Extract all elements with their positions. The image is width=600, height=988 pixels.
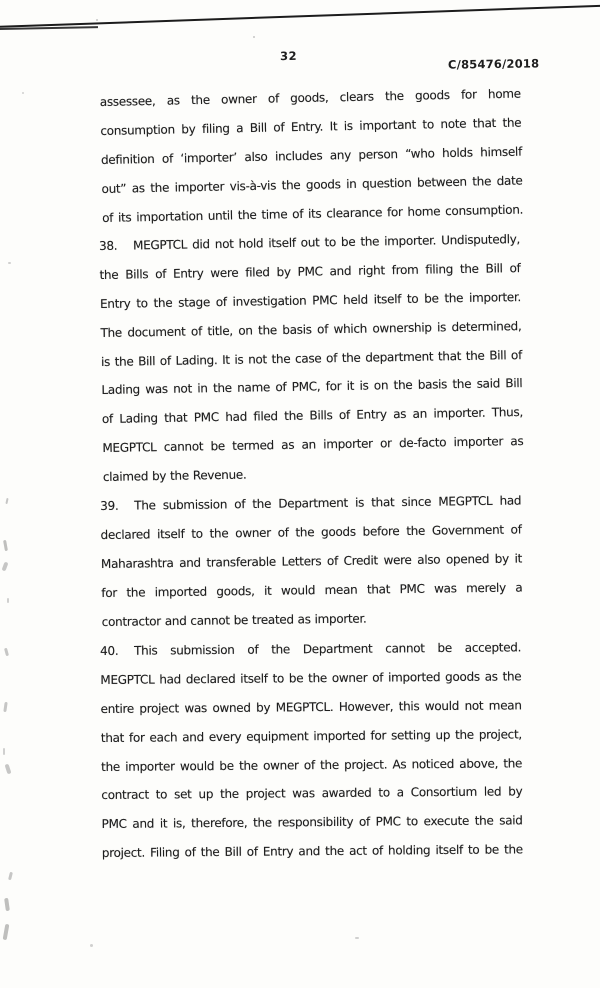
paragraph	[100, 633, 523, 868]
scan-smudge	[253, 36, 255, 38]
scan-smudge	[4, 898, 10, 911]
text-line: Lading was not in the name of PMC, for it is on the basis the said Bill	[101, 376, 523, 398]
text-line: claimed by the Revenue.	[102, 468, 247, 485]
scan-edge-line	[0, 4, 600, 27]
text-line: consumption by filing a Bill of Entry. It is important to note that the	[100, 115, 522, 138]
scan-smudge	[7, 598, 9, 603]
scan-smudge	[5, 498, 8, 504]
paragraph	[99, 225, 524, 492]
scan-smudge	[355, 937, 359, 939]
text-line: MEGPTCL cannot be termed as an importer or de-facto importer as	[102, 434, 524, 456]
text-line: assessee, as the owner of goods, clears the goods for home	[99, 86, 521, 110]
text-line: Maharashtra and transferable Letters of Credit were also opened by it	[100, 551, 523, 572]
text-line: PMC and it is, therefore, the responsibility of PMC to execute the said	[101, 813, 523, 832]
text-line: Entry to the stage of investigation PMC held itself to be the importer.	[99, 290, 522, 312]
paragraph-number: 40.	[100, 643, 119, 658]
text-line: that for each and every equipment imported for setting up the project,	[100, 726, 522, 745]
text-line: 40. This submission of the Department cannot be accepted.	[100, 633, 521, 666]
page-number: 32	[279, 48, 298, 64]
text-line: for the imported goods, it would mean that PMC was merely a	[101, 580, 523, 601]
scan-smudge	[4, 648, 9, 657]
text-line: 39. The submission of the Department is that since MEGPTCL had	[100, 487, 521, 521]
scan-smudge	[3, 748, 5, 755]
text-line: The document of title, on the basis of which ownership is determined,	[100, 319, 522, 341]
scan-smudge	[2, 562, 9, 572]
paragraph	[100, 487, 523, 637]
scan-smudge	[90, 944, 93, 947]
text-line: MEGPTCL had declared itself to be the owner of imported goods as the	[100, 669, 522, 687]
text-line: declared itself to the owner of the goods before the Government of	[100, 522, 522, 543]
scan-smudge	[96, 19, 98, 21]
scan-smudge	[22, 92, 24, 94]
scan-smudge	[3, 702, 7, 712]
text-line: out” as the importer vis-à-vis the goods in question between the date	[101, 173, 523, 196]
scan-smudge	[5, 764, 12, 775]
scan-smudge	[8, 262, 11, 264]
case-number: C/85476/2018	[447, 56, 540, 72]
paragraph-number: 39.	[100, 499, 119, 514]
text-line: project. Filing of the Bill of Entry and the act of holding itself to be the	[101, 842, 523, 861]
text-line: contractor and cannot be treated as importer.	[101, 611, 367, 630]
text-line: the Bills of Entry were filed by PMC and right from filing the Bill of	[99, 261, 521, 283]
text-line: contract to set up the project was awarded to a Consortium led by	[101, 784, 523, 803]
text-line: entire project was owned by MEGPTCL. However, this would not mean	[100, 698, 522, 716]
text-line: of Lading that PMC had filed the Bills of Entry as an importer. Thus,	[101, 405, 524, 427]
scan-edge-line-overlap	[0, 26, 98, 30]
document-body	[98, 86, 524, 868]
scan-smudge	[3, 540, 8, 551]
scan-smudge	[3, 924, 10, 940]
text-line: 38. MEGPTCL did not hold itself out to be the importer. Undisputedly,	[99, 225, 520, 261]
text-line: definition of ‘importer’ also includes any person “who holds himself	[100, 144, 523, 167]
text-line: the importer would be the owner of the project. As noticed above, the	[101, 755, 523, 774]
text-line: of its importation until the time of its clearance for home consumption.	[102, 202, 524, 225]
text-line: is the Bill of Lading. It is not the case of the department that the Bill of	[100, 348, 523, 370]
paragraph	[100, 80, 524, 233]
paragraph-number: 38.	[98, 239, 118, 254]
scan-smudge	[8, 872, 13, 880]
